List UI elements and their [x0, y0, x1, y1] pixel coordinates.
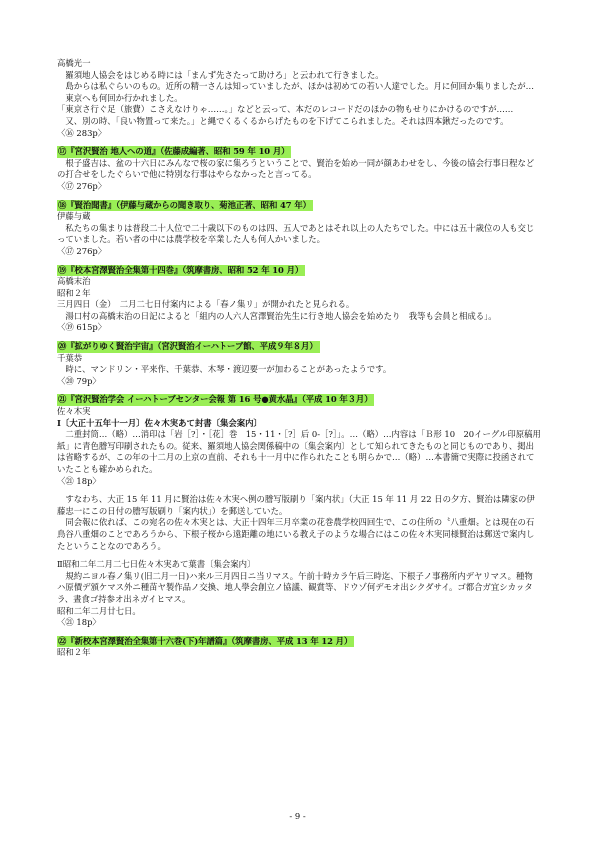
- page-reference: 〈⑰ 276p〉: [57, 180, 107, 191]
- document-page: [57, 58, 541, 659]
- item-subheading: Ⅰ〔大正十五年十一月〕佐々木実あて封書〔集会案内〕: [57, 417, 262, 428]
- speaker-name: 高橋光一: [57, 58, 91, 68]
- page-reference: 〈⑲ 615p〉: [57, 322, 107, 333]
- source-heading: ㉑『宮沢賢治学会 イーハトーブセンター会報 第 16 号●黄水晶』（平成 10 年３月）: [58, 394, 373, 405]
- source-heading: ⑳『拡がりゆく賢治宇宙』（宮沢賢治イーハトーブ館、平成９年８月）: [58, 341, 318, 352]
- body-text: すなわち、大正 15 年 11 月に賢治は佐々木実へ例の謄写版刷り「案内状」（大正 15 年 11 月 22 日の夕方、賢治は隣家の伊藤忠一にこの日付の謄写版刷り「案内状」）を郵送していた。: [57, 494, 535, 516]
- body-text: 三月四日（金） 二月二七日付案内による「春ノ集リ」が開かれたと見られる。: [57, 299, 355, 310]
- body-text: 又、別の時、「良い物置って来た。」と縄でくるくるからげたものを下げてこられました。それは四本鍬だったのです。: [57, 115, 509, 126]
- speaker-name: 高橋末治: [57, 276, 91, 287]
- body-text: 同会報に依れば、この宛名の佐々木実とは、大正十四年三月卒業の花巻農学校四回生で、この住所の〝八重畑〟とは現在の石鳥谷八重畑のことであろうから、下根子桜から遠距離の地にいる教え子のような場合にはこの佐々木実同様賢治は郵送で案内したということなのであろう。: [57, 517, 535, 551]
- body-text: 規約ニヨル春ノ集リ(旧二月一日)ハ来ル三月四日ニ当リマス。午前十時カラ午后三時迄、下根子ノ事務所内デヤリマス。種物ハ原價デ頒ケマス外ニ種苗ヤ製作品ノ交換、地人學会創立ノ協議、観賞等、ドウゾ何デモオ出シクダサイ。ゴ都合ガ宜シカッタラ、晝食ゴ持参オ出ネガイヒマス。: [57, 570, 533, 604]
- page-number: - 9 -: [289, 811, 306, 821]
- body-text: 湯口村の高橋末治の日記によると「組内の人六人宮澤賢治先生に行き地人協会を始めたり 我等も会員と相成る」。: [57, 310, 497, 321]
- body-text: 私たちの集まりは普段二十人位で二十歳以下のものは四、五人であとはそれ以上の人たちでした。中には五十歳位の人も交じっていました。若い者の中には農学校を卒業した人も何人かいました。: [57, 222, 535, 245]
- body-text: 羅須地人協会をはじめる時には「まんず先さたって助けろ」と云われて行きました。: [57, 69, 384, 80]
- item-subheading: Ⅱ昭和二年二月二七日佐々木実あて葉書〔集会案内〕: [57, 559, 256, 570]
- source-heading: ⑲『校本宮澤賢治全集第十四巻』（筑摩書房、昭和 52 年 10 月）: [58, 264, 304, 275]
- source-heading: ⑰『宮沢賢治 地人への道』（佐藤成編著、昭和 59 年 10 月）: [58, 146, 290, 157]
- body-text: 「東京さ行ぐ足（旅費）こさえなけりゃ……。」などと云って、本だのレコードだのほかの物もせりにかけるのですが……: [57, 104, 514, 115]
- body-text: 島からは私ぐらいのもの。近所の精一さんは知っていましたが、ほかは初めての若い人達でした。月に何回か集りましたが…: [57, 81, 535, 92]
- speaker-name: 千葉恭: [57, 352, 83, 363]
- body-text: 二重封筒…（略）…消印は「岩［?］・［花］巻 15・11・［?］后 0-［?］」。…（略）…内容は「Ｂ形 10 20イーグル印原稿用紙」に青色謄写印刷されたもの。従来、羅須地人協会関係稿中の〔集会案内〕として知られてきたものと同じものであり、掲出は省略するが、この年の十二月の上京の直前、それも十一月中に作られたことも明らかで…（略）…本書簡で実際に投函されていたことも確かめられた。: [57, 429, 541, 474]
- date-line: 昭和２年: [57, 647, 91, 658]
- page-reference: 〈⑰ 276p〉: [57, 245, 107, 256]
- date-line: 昭和二年二月廿七日。: [57, 605, 141, 616]
- page-reference: 〈㉑ 18p〉: [57, 617, 101, 628]
- page-reference: 〈⑳ 79p〉: [57, 375, 101, 386]
- speaker-name: 伊藤与蔵: [57, 211, 91, 222]
- date-line: 昭和２年: [57, 287, 91, 298]
- body-text: 根子盛吉は、盆の十六日にみんなで桜の家に集ろうということで、賢治を始め一同が顔あわせをし、今後の協会行事日程などの打合せをしたぐらいで他に特別な行事はやらなかったと言ってる。: [57, 157, 535, 180]
- source-heading: ㉒『新校本宮澤賢治全集第十六巻(下)年譜篇』（筑摩書房、平成 13 年 12 月）: [58, 635, 353, 646]
- page-reference: 〈⑯ 283p〉: [57, 127, 107, 138]
- speaker-name: 佐々木実: [57, 406, 91, 417]
- page-reference: 〈㉑ 18p〉: [57, 475, 101, 486]
- body-text: 東京へも何回か行かれました。: [57, 92, 183, 103]
- body-text: 時に、マンドリン・平来作、千葉恭、木琴・渡辺要一が加わることがあったようです。: [57, 364, 392, 375]
- source-heading: ⑱『賢治聞書』（伊藤与蔵からの聞き取り、菊池正著、昭和 47 年）: [58, 199, 311, 210]
